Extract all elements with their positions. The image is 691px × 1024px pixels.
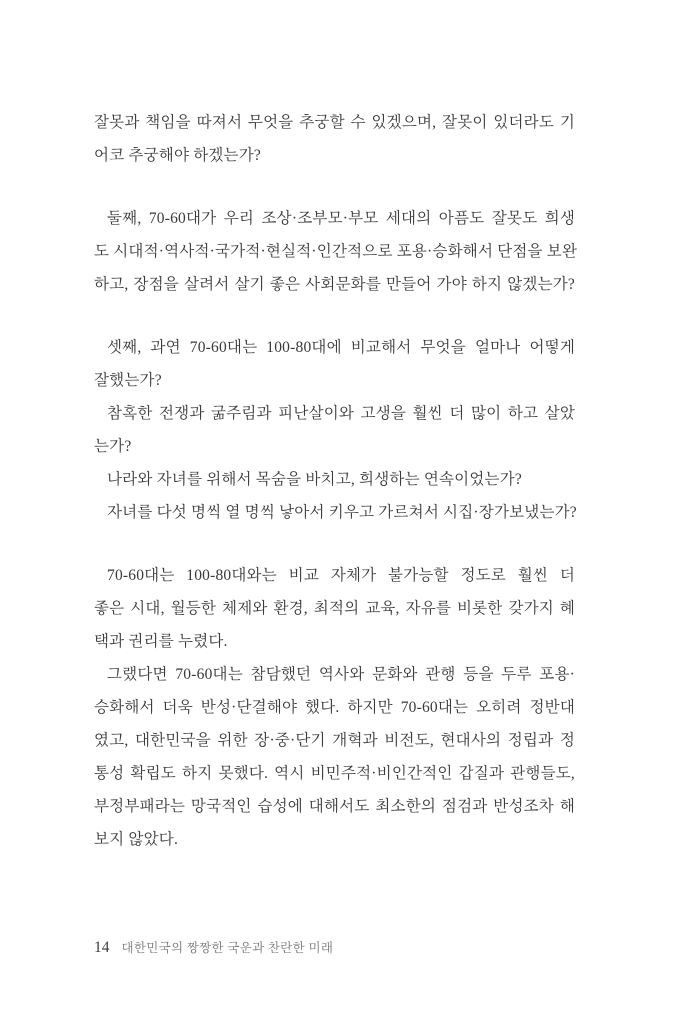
paragraph — [94, 202, 578, 301]
paragraph — [94, 106, 575, 172]
text-line: 택과 권리를 누렸다. — [94, 633, 228, 650]
text-line: 부정부패라는 망국적인 습성에 대해서도 최소한의 점검과 반성조차 해 — [94, 798, 575, 815]
text-line: 셋째, 과연 70-60대는 100-80대에 비교해서 무엇을 얼마나 어떻게 — [107, 339, 575, 356]
text-line: 승화해서 더욱 반성·단결해야 했다. 하지만 70-60대는 오히려 정반대 — [94, 699, 575, 716]
page-footer — [94, 938, 333, 957]
paragraph — [94, 331, 575, 529]
text-line: 나라와 자녀를 위해서 목숨을 바치고, 희생하는 연속이었는가? — [107, 471, 522, 488]
text-line: 도 시대적·역사적·국가적·현실적·인간적으로 포용·승화해서 단점을 보완 — [94, 243, 578, 260]
text-line: 하고, 장점을 살려서 살기 좋은 사회문화를 만들어 가야 하지 않겠는가? — [94, 276, 575, 293]
text-line: 보지 않았다. — [94, 831, 179, 848]
page-body — [94, 106, 578, 856]
text-line: 잘못과 책임을 따져서 무엇을 추궁할 수 있겠으며, 잘못이 있더라도 기 — [94, 114, 575, 131]
text-line: 통성 확립도 하지 못했다. 역시 비민주적·비인간적인 갑질과 관행들도, — [94, 765, 575, 782]
text-line: 70-60대는 100-80대와는 비교 자체가 불가능할 정도로 훨씬 더 — [107, 567, 575, 584]
text-line: 어코 추궁해야 하겠는가? — [94, 147, 261, 164]
text-line: 자녀를 다섯 명씩 열 명씩 낳아서 키우고 가르쳐서 시집·장가보냈는가? — [107, 504, 577, 521]
text-line: 둘째, 70-60대가 우리 조상·조부모·부모 세대의 아픔도 잘못도 희생 — [107, 210, 575, 227]
running-title: 대한민국의 짱짱한 국운과 찬란한 미래 — [121, 941, 334, 955]
text-line: 는가? — [94, 438, 132, 455]
text-line: 그랬다면 70-60대는 참담했던 역사와 문화와 관행 등을 두루 포용· — [107, 666, 575, 683]
text-line: 였고, 대한민국을 위한 장·중·단기 개혁과 비전도, 현대사의 정립과 정 — [94, 732, 575, 749]
text-line: 잘했는가? — [94, 372, 162, 389]
text-line: 참혹한 전쟁과 굶주림과 피난살이와 고생을 훨씬 더 많이 하고 살았 — [107, 405, 575, 422]
text-line: 좋은 시대, 월등한 체제와 환경, 최적의 교육, 자유를 비롯한 갖가지 혜 — [94, 600, 575, 617]
page-number: 14 — [94, 939, 110, 956]
paragraph — [94, 559, 575, 856]
